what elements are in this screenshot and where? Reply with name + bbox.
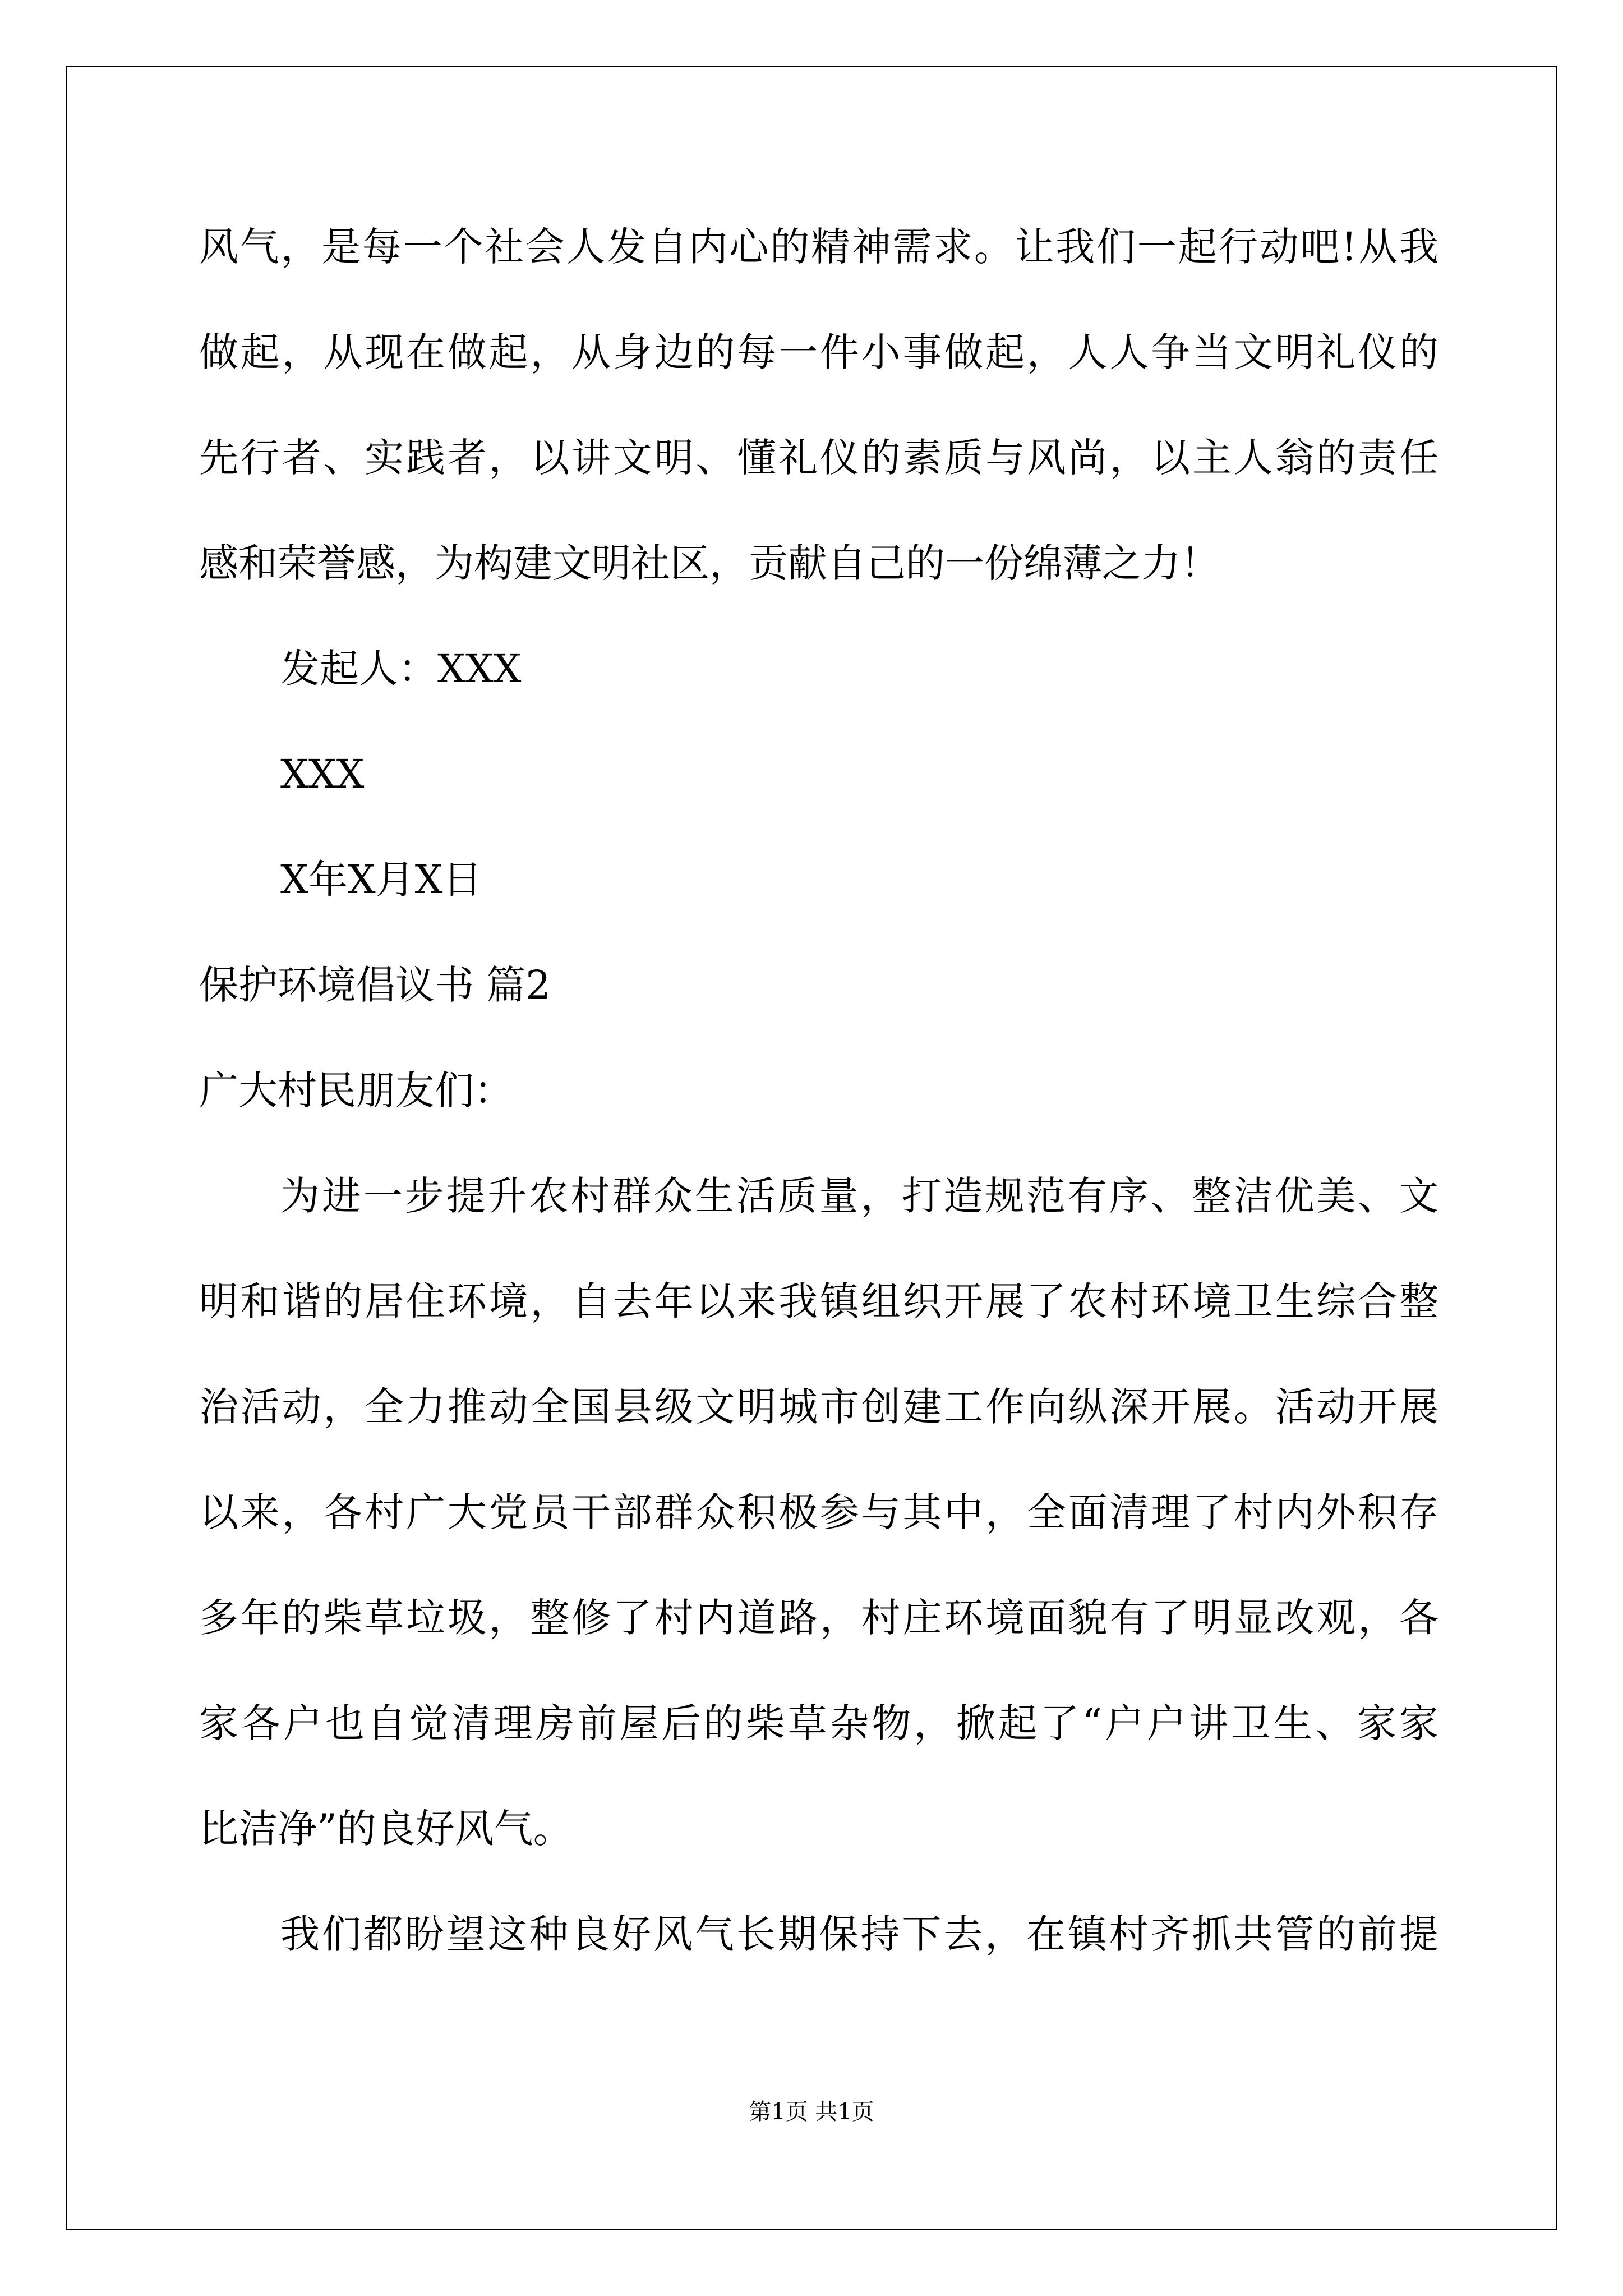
signature-name: XXX: [280, 751, 365, 797]
body-line-2: 做起，从现在做起，从身边的每一件小事做起，人人争当文明礼仪的: [199, 329, 1438, 375]
body-line-16: 比洁净”的良好风气。: [199, 1806, 573, 1852]
body-line-14: 多年的柴草垃圾，整修了村内道路，村庄环境面貌有了明显改观，各: [199, 1595, 1438, 1641]
body-line-11: 明和谐的居住环境，自去年以来我镇组织开展了农村环境卫生综合整: [199, 1278, 1438, 1324]
salutation: 广大村民朋友们：: [199, 1068, 513, 1114]
signature-initiator: 发起人：XXX: [280, 646, 522, 692]
body-line-4: 感和荣誉感，为构建文明社区，贡献自己的一份绵薄之力！: [199, 540, 1220, 586]
section-title: 保护环境倡议书 篇2: [199, 962, 551, 1008]
body-line-1: 风气，是每一个社会人发自内心的精神需求。让我们一起行动吧!从我: [199, 224, 1438, 270]
body-line-15: 家各户也自觉清理房前屋后的柴草杂物，掀起了“户户讲卫生、家家: [199, 1700, 1438, 1746]
body-line-3: 先行者、实践者，以讲文明、懂礼仪的素质与风尚，以主人翁的责任: [199, 435, 1438, 481]
signature-date: X年X月X日: [280, 857, 482, 903]
body-line-12: 治活动，全力推动全国县级文明城市创建工作向纵深开展。活动开展: [199, 1384, 1438, 1430]
page-number-footer: 第1页 共1页: [749, 2099, 874, 2125]
body-line-10: 为进一步提升农村群众生活质量，打造规范有序、整洁优美、文: [280, 1173, 1438, 1219]
body-line-17: 我们都盼望这种良好风气长期保持下去，在镇村齐抓共管的前提: [280, 1911, 1438, 1957]
body-line-13: 以来，各村广大党员干部群众积极参与其中，全面清理了村内外积存: [199, 1489, 1438, 1535]
